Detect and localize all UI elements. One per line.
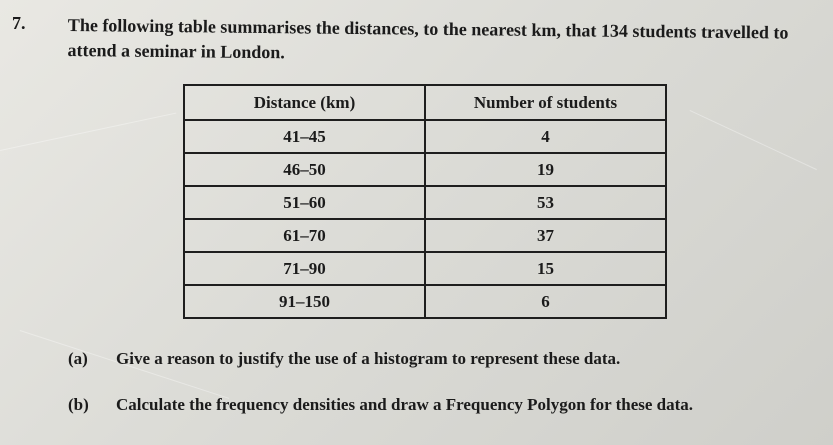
distance-cell: 61–70 xyxy=(184,219,425,252)
table-row xyxy=(184,252,666,285)
header-distance: Distance (km) xyxy=(184,85,425,120)
students-cell: 15 xyxy=(425,252,666,285)
table-header-row xyxy=(184,85,666,120)
part-b xyxy=(68,395,693,415)
students-cell: 19 xyxy=(425,153,666,186)
students-cell: 4 xyxy=(425,120,666,153)
students-cell: 6 xyxy=(425,285,666,318)
distance-cell: 41–45 xyxy=(184,120,425,153)
students-cell: 53 xyxy=(425,186,666,219)
distance-cell: 51–60 xyxy=(184,186,425,219)
part-b-label: (b) xyxy=(68,395,89,414)
part-a xyxy=(68,349,620,369)
header-number-of-students: Number of students xyxy=(425,85,666,120)
part-a-text: Give a reason to justify the use of a histogram to represent these data. xyxy=(116,349,621,368)
students-cell: 37 xyxy=(425,219,666,252)
distance-cell: 91–150 xyxy=(184,285,425,318)
table-row xyxy=(184,186,666,219)
table-row xyxy=(184,219,666,252)
table-row xyxy=(184,285,666,318)
question-number: 7. xyxy=(12,13,26,33)
paper-crease xyxy=(0,113,176,151)
paper-crease xyxy=(690,110,817,170)
part-b-text: Calculate the frequency densities and draw a Frequency Polygon for these data. xyxy=(116,395,694,414)
distance-frequency-table xyxy=(183,84,667,319)
distance-cell: 46–50 xyxy=(184,153,425,186)
distance-cell: 71–90 xyxy=(184,252,425,285)
part-a-label: (a) xyxy=(68,349,88,368)
table-row xyxy=(184,120,666,153)
table-row xyxy=(184,153,666,186)
question-stem: The following table summarises the distances, to the nearest km, that 134 students travelled to attend a seminar in London. xyxy=(67,14,789,63)
